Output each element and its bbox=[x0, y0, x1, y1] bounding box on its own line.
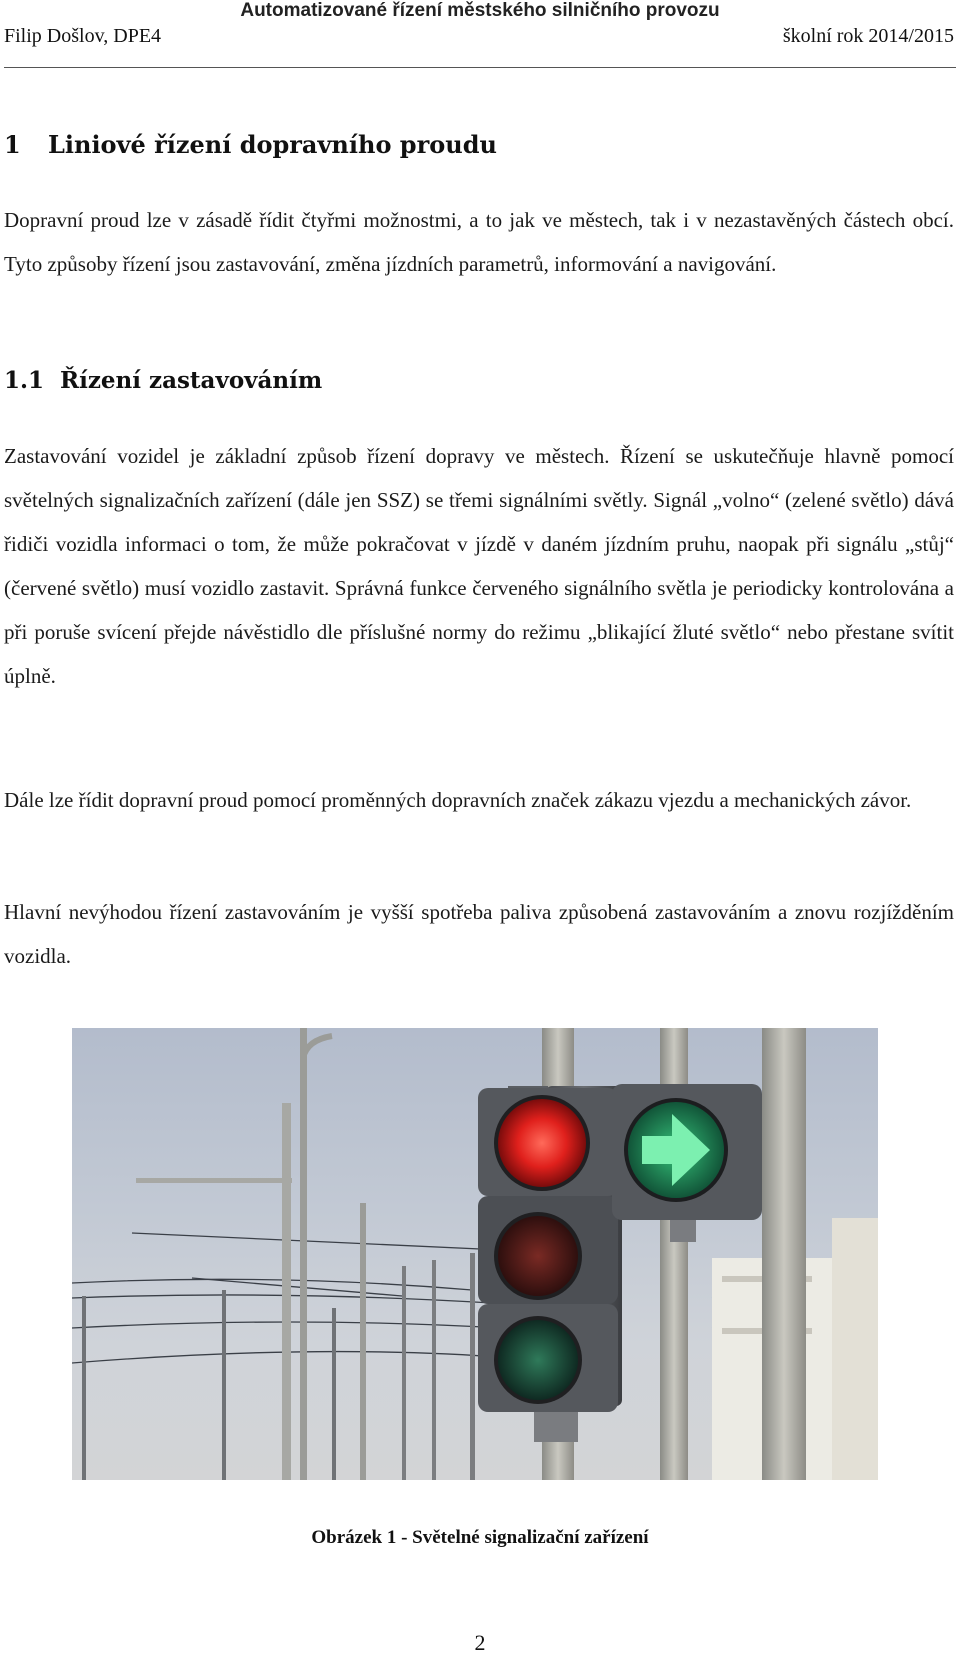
subsection-paragraph-2: Dále lze řídit dopravní proud pomocí proměnných dopravních značek zákazu vjezdu a mechanických závor. bbox=[4, 788, 912, 812]
section-title: Liniové řízení dopravního proudu bbox=[48, 130, 497, 159]
traffic-light-arrow-housing bbox=[612, 1084, 762, 1242]
red-light-on bbox=[498, 1099, 586, 1187]
traffic-light-illustration bbox=[72, 1028, 878, 1480]
section-number: 1 bbox=[4, 130, 21, 159]
traffic-light-main-housing bbox=[478, 1086, 622, 1442]
header-school-year: školní rok 2014/2015 bbox=[782, 25, 954, 47]
header-title: Automatizované řízení městského silničního provozu bbox=[240, 0, 720, 21]
figure-caption: Obrázek 1 - Světelné signalizační zařízení bbox=[311, 1527, 649, 1548]
section-heading bbox=[4, 130, 497, 160]
subsection-title: Řízení zastavováním bbox=[60, 367, 323, 394]
header-divider bbox=[4, 67, 956, 68]
section-intro-paragraph: Dopravní proud lze v zásadě řídit čtyřmi možnostmi, a to jak ve městech, tak i v nezastavěných částech obcí. Tyto způsoby řízení jsou zastavování, změna jízdních parametrů, informování a navigování. bbox=[4, 208, 954, 276]
traffic-light-photo bbox=[72, 1028, 878, 1480]
page-header bbox=[0, 0, 960, 70]
subsection-paragraph-3: Hlavní nevýhodou řízení zastavováním je vyšší spotřeba paliva způsobená zastavováním a znovu rozjížděním vozidla. bbox=[4, 900, 954, 968]
green-light-off bbox=[498, 1320, 578, 1400]
subsection-paragraph-1: Zastavování vozidel je základní způsob řízení dopravy ve městech. Řízení se uskutečňuje hlavně pomocí světelných signalizačních zařízení (dále jen SSZ) se třemi signálními světly. Signál „volno“ (zelené světlo) dává řidiči vozidla informaci o tom, že může pokračovat v jízdě v daném jízdním pruhu, naopak při signálu „stůj“ (červené světlo) musí vozidlo zastavit. Správná funkce červeného signálního světla je periodicky kontrolována a při poruše svícení přejde návěstidlo dle příslušné normy do režimu „blikající žluté světlo“ nebo přestane svítit úplně. bbox=[4, 444, 954, 688]
right-pole bbox=[762, 1028, 806, 1480]
subsection-heading bbox=[4, 366, 322, 396]
subsection-number: 1.1 bbox=[4, 367, 45, 394]
red-light-off bbox=[498, 1216, 578, 1296]
background-masts bbox=[82, 1028, 475, 1480]
page-number: 2 bbox=[474, 1630, 486, 1655]
header-author: Filip Došlov, DPE4 bbox=[4, 25, 162, 47]
